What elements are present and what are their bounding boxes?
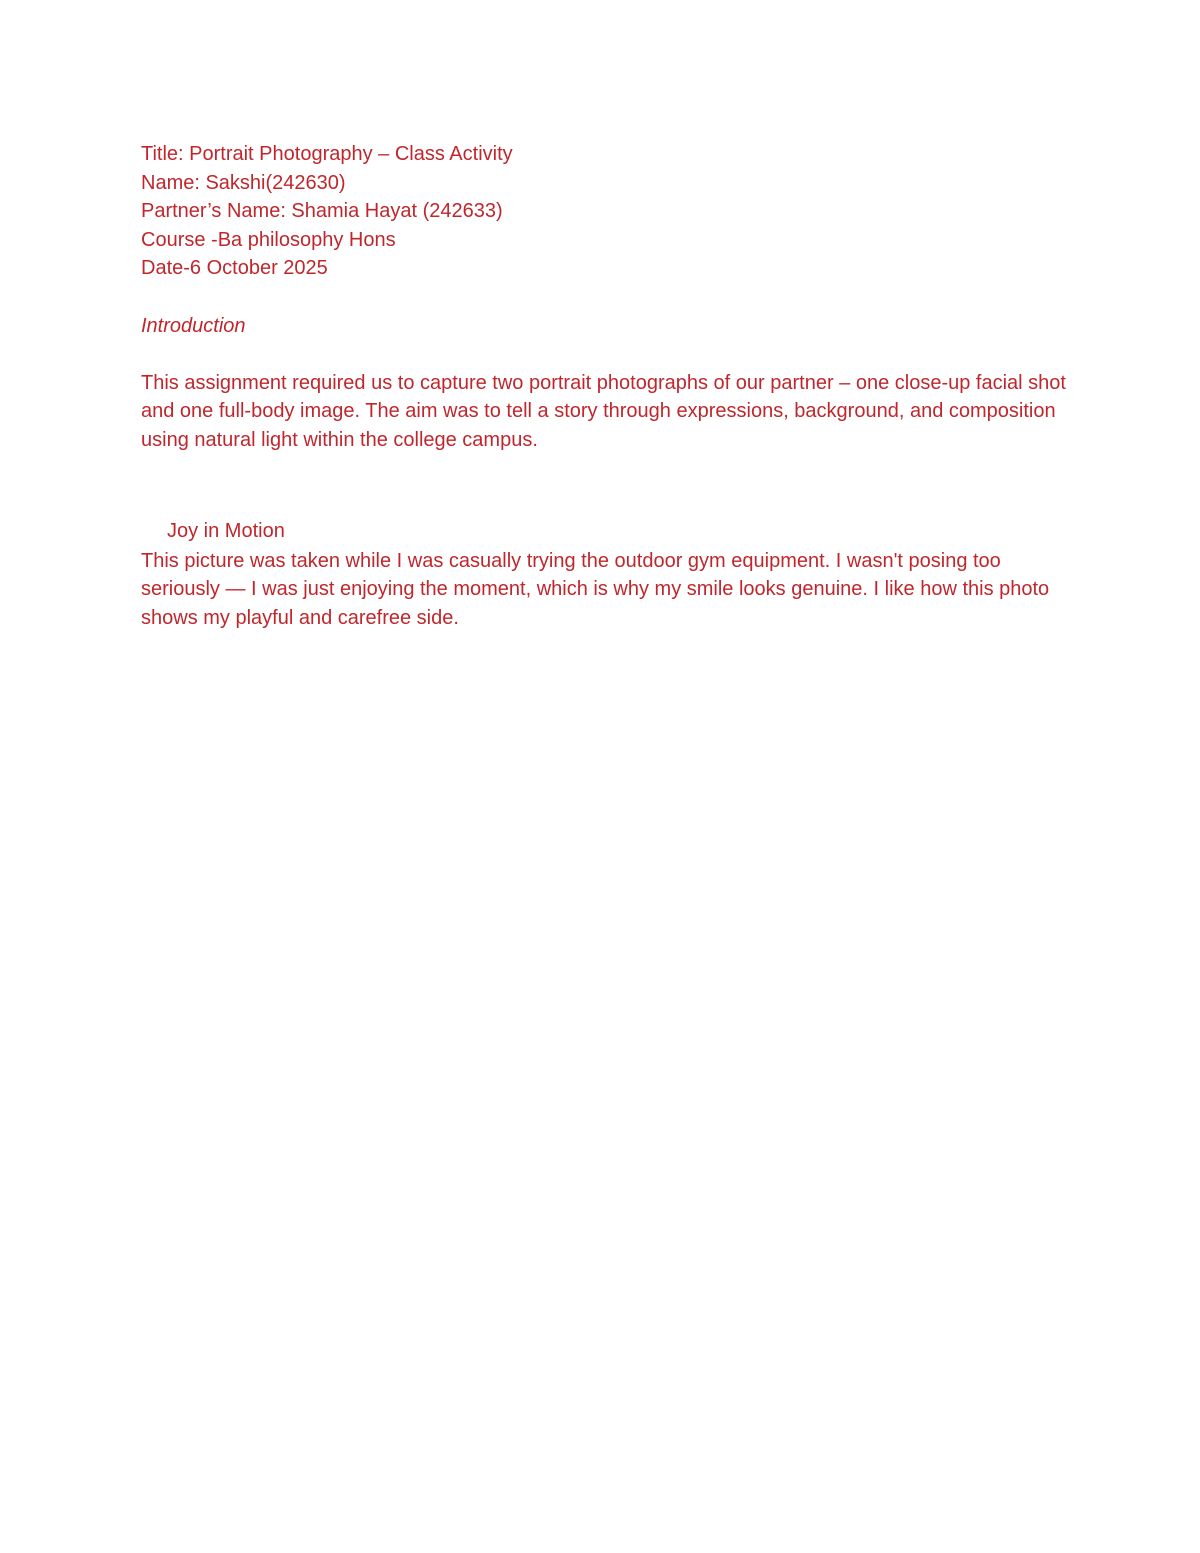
partner-name: Partner’s Name: Shamia Hayat (242633) — [141, 200, 503, 223]
header-block — [141, 140, 1081, 283]
section-title: Joy in Motion — [167, 519, 285, 542]
document-title: Title: Portrait Photography – Class Activity — [141, 143, 513, 165]
document-date: Date-6 October 2025 — [141, 257, 328, 280]
course-name: Course -Ba philosophy Hons — [141, 228, 396, 251]
introduction-heading: Introduction — [141, 314, 246, 337]
introduction-paragraph: This assignment required us to capture two portrait photographs of our partner – one close-up facial shot and one full-body image. The aim was to tell a story through expressions, background, and composition using natural light within the college campus. — [141, 371, 1066, 451]
student-name: Name: Sakshi(242630) — [141, 171, 346, 194]
section-paragraph: This picture was taken while I was casually trying the outdoor gym equipment. I wasn't posing too seriously — I was just enjoying the moment, which is why my smile looks genuine. I like how this photo shows my playful and carefree side. — [141, 549, 1050, 629]
document-page — [141, 140, 1081, 632]
